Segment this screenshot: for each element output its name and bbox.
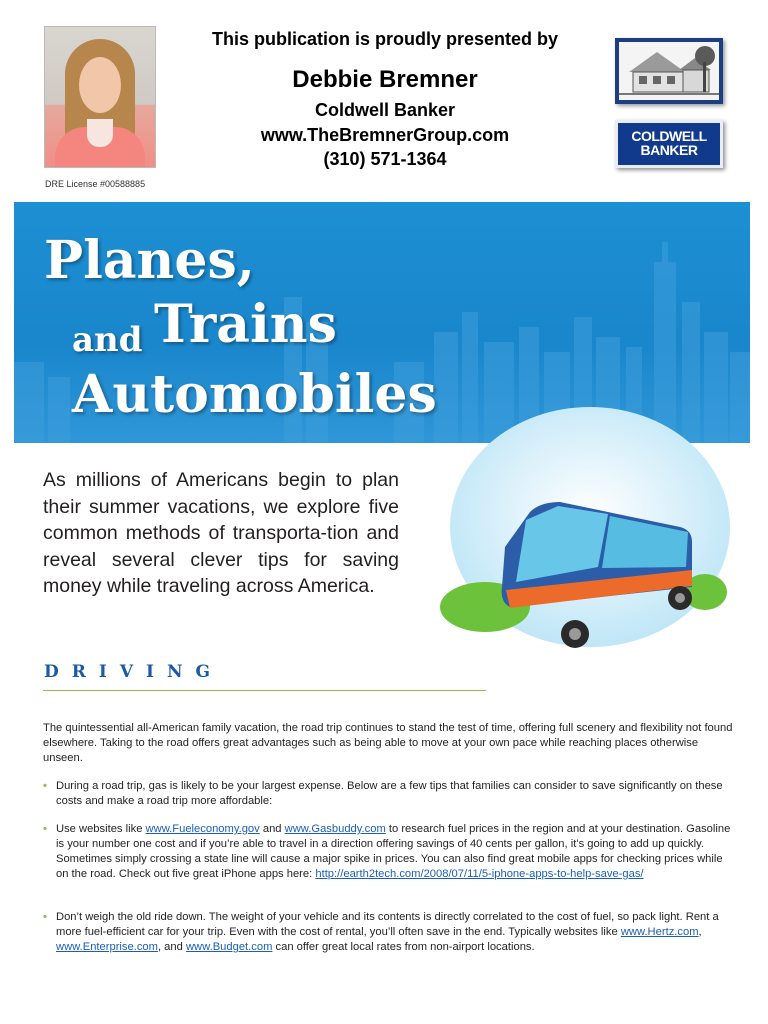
intro-paragraph: As millions of Americans begin to plan their summer vacations, we explore five common methods of transporta-tion and reveal several clever tips for saving money while traveling across America.	[43, 469, 399, 597]
house-sketch-logo	[615, 38, 723, 104]
budget-link[interactable]: www.Budget.com	[185, 941, 273, 953]
agent-phone: (310) 571-1364	[323, 149, 447, 169]
hertz-link[interactable]: www.Hertz.com	[620, 926, 699, 938]
agent-website[interactable]: www.TheBremnerGroup.com	[260, 125, 510, 145]
bullet-icon: •	[43, 780, 47, 792]
driving-intro-paragraph: The quintessential all-American family vacation, the road trip continues to stand the test of time, offering full scenery and flexibility not found elsewhere. Taking to the road offers great advantages such as being able to move at your own pace while reaching places otherwise unseen.	[43, 722, 733, 764]
agent-name: Debbie Bremner	[292, 66, 478, 93]
dre-license: DRE License #00588885	[45, 179, 146, 189]
presented-by-heading: This publication is proudly presented by	[211, 29, 559, 49]
iphone-apps-link[interactable]: http://earth2tech.com/2008/07/11/5-iphone-apps-to-help-save-gas/	[315, 868, 644, 880]
section-heading-driving: DRIVING	[44, 662, 224, 682]
fueleconomy-link[interactable]: www.Fueleconomy.gov	[145, 823, 260, 835]
banner-title-and: and	[72, 320, 143, 360]
company-name: Coldwell Banker	[314, 100, 456, 120]
coldwell-banker-logo: COLDWELL BANKER	[615, 120, 723, 168]
banner-title-line2: Trains	[154, 294, 337, 355]
banner-title-line3: Automobiles	[72, 364, 437, 425]
list-item: • Don’t weigh the old ride down. The weight of your vehicle and its contents is directly correlated to the cost of fuel, so pack light. Rent a more fuel-efficient car for your trip. Even with the cost of rental, you’ll often save in the end. Typically websites like www.Hertz.com, www.Enterprise.com, and www.Budget.com can offer great local rates from non-airport locations.	[43, 911, 719, 953]
bullet-icon: •	[43, 823, 47, 835]
list-item: • During a road trip, gas is likely to be your largest expense. Below are a few tips that families can consider to save significantly on these costs and make a road trip more affordable:	[43, 780, 723, 807]
section-divider	[43, 690, 486, 691]
enterprise-link[interactable]: www.Enterprise.com	[56, 941, 158, 953]
bus-illustration	[430, 402, 730, 652]
gasbuddy-link[interactable]: www.Gasbuddy.com	[284, 823, 386, 835]
bullet-icon: •	[43, 911, 47, 923]
list-item: • Use websites like www.Fueleconomy.gov and www.Gasbuddy.com to research fuel prices in the region and at your destination. Gasoline is your number one cost and if you’re able to travel in a direction offering savings of 40 cents per gallon, it’s going to add up quickly. Sometimes simply crossing a state line will cause a major spike in prices. You can also find great mobile apps for checking prices while on the road. Check out five great iPhone apps here: http://earth2tech.com/2008/07/11/5-iphone-apps-to-help-save-gas/	[43, 823, 731, 880]
agent-photo	[45, 27, 155, 167]
banner-title-line1: Planes,	[44, 230, 255, 291]
